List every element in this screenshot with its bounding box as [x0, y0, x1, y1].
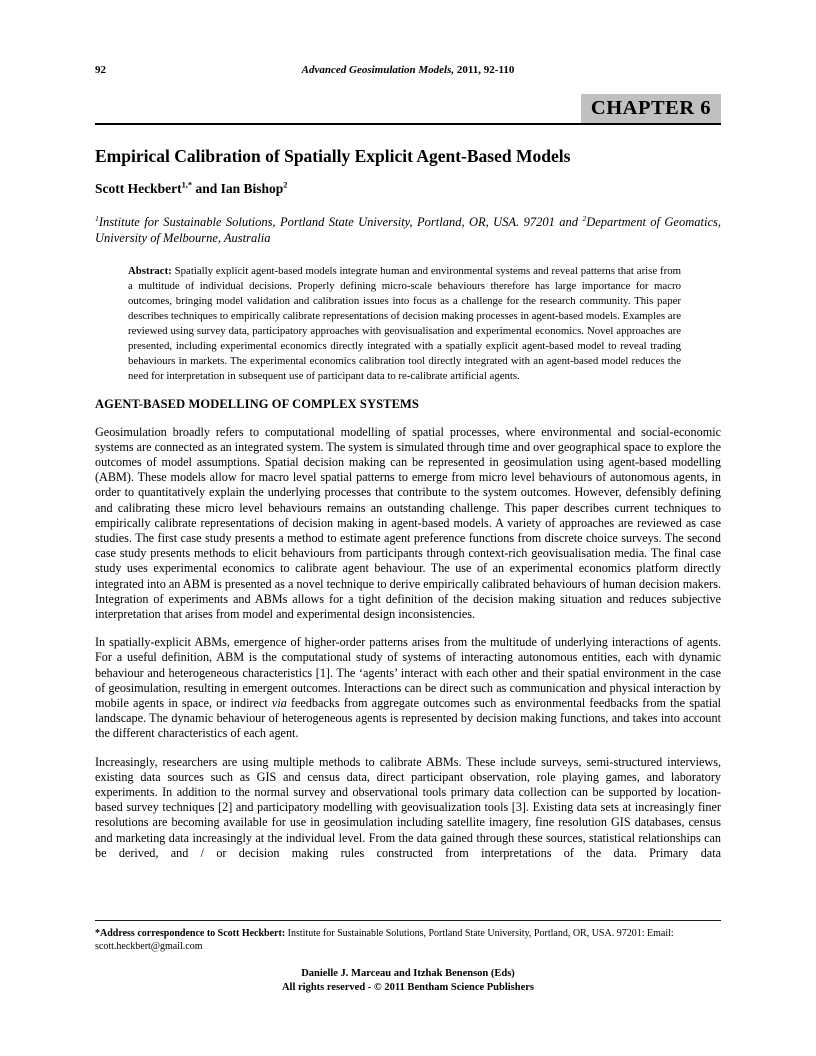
footnote-area: [95, 920, 721, 994]
chapter-banner-rule: [95, 94, 721, 125]
affiliation: $^1$Institute for Sustainable Solutions, Portland State University, Portland, OR, USA. 97201 and $^2$Department of Geomatics, University of Melbourne, Australia: [95, 213, 721, 245]
running-head: [95, 64, 721, 78]
correspondence-footnote: *Address correspondence to Scott Heckbert: Institute for Sustainable Solutions, Portland State University, Portland, OR, USA. 97201: Email: scott.heckbert@gmail.com: [95, 928, 674, 952]
journal-citation: Advanced Geosimulation Models, 2011, 92-110: [301, 64, 515, 76]
abstract: Abstract: Spatially explicit agent-based models integrate human and environmental systems and reveal patterns that arise from a multitude of individual decisions. Properly defining micro-scale behaviours therefore has large importance for macro outcomes, bringing model validation and calibration issues into focus as a challenge for the research community. This paper describes techniques to empirically calibrate representations of decision making processes in agent-based models. Examples are reviewed using survey data, participatory approaches with geovisualisation and experimental economics. Novel approaches are presented, including experimental economics directly integrated with a spatially explicit agent-based model to reveal trading behaviours in markets. The experimental economics calibration tool directly integrated with an agent-based model reduces the need for interpretation in subsequent use of participant data to re-calibrate artificial agents.: [128, 264, 681, 382]
copyright-line: All rights reserved - © 2011 Bentham Science Publishers: [281, 981, 535, 993]
editors-line: Danielle J. Marceau and Itzhak Benenson (Eds): [301, 968, 515, 979]
publisher-credit: [95, 967, 721, 994]
body-paragraph-1: Geosimulation broadly refers to computational modelling of spatial processes, where environmental and social-economic systems are connected as an integrated system. The system is simulated through time and over geographical space to explore the outcomes of model assumptions. Spatial decision making can be represented in geosimulation using agent-based modelling (ABM). These models allow for macro level spatial patterns to emerge from micro level behaviours of autonomous agents, in order to quantitatively explain the underlying processes that contribute to the system outcomes. However, defensibly defining and calibrating these micro level behaviours remains an outstanding challenge. This paper describes current techniques to empirically calibrate representations of decision making in agent-based models. A variety of approaches are reviewed as case studies. The first case study presents a method to estimate agent preference functions from discrete choice surveys. The second case study presents methods to elicit behaviours from participants through context-rich geovisualisation media. The final case study uses experimental economics to calibrate agent behaviour. The use of an experimental economics platform directly integrated into an ABM is presented as a novel technique to derive empirically calibrated behaviours of human decision makers. Integration of experiments and ABMs allows for a tight definition of the decision making situation and reduces subjective interpretation that arises from model and experimental design inconsistencies.: [95, 424, 721, 621]
body-paragraph-3: Increasingly, researchers are using multiple methods to calibrate ABMs. These include surveys, semi-structured interviews, existing data sources such as GIS and census data, direct participant observation, role playing games, and laboratory experiments. In addition to the normal survey and observational tools primary data collection can be supported by location-based survey techniques [2] and participatory modelling with geovisualization tools [3]. Existing data sets at increasingly finer resolutions are becoming available for use in geosimulation including satellite imagery, fine resolution GIS databases, census and marketing data increasingly at the individual level. From the data gained through these sources, statistical relationships can be derived, and / or decision making rules constructed from interpretations of the data. Primary data: [95, 754, 721, 860]
page-number: 92: [95, 64, 106, 76]
body-paragraph-2: In spatially-explicit ABMs, emergence of higher-order patterns arises from the multitude of underlying interactions of agents. For a useful definition, ABM is the computational study of systems of interacting autonomous entities, each with dynamic behaviour and heterogeneous characteristics [1]. The ‘agents’ interact with each other and their spatial environment in the case of geosimulation, resulting in emergent outcomes. Interactions can be direct such as communication and physical interaction by mobile agents in space, or indirect via feedbacks from aggregate outcomes such as environmental feedbacks from the spatial landscape. The dynamic behaviour of heterogeneous agents is represented by decision making functions, and takes into account the different characteristics of each agent.: [95, 635, 722, 741]
paper-title: Empirical Calibration of Spatially Explicit Agent-Based Models: [95, 145, 571, 166]
chapter-label: CHAPTER 6: [581, 94, 721, 123]
authors-line: Scott Heckbert$^{1,*}$ and Ian Bishop$^2$: [95, 180, 288, 196]
section-heading: AGENT-BASED MODELLING OF COMPLEX SYSTEMS: [95, 396, 419, 411]
